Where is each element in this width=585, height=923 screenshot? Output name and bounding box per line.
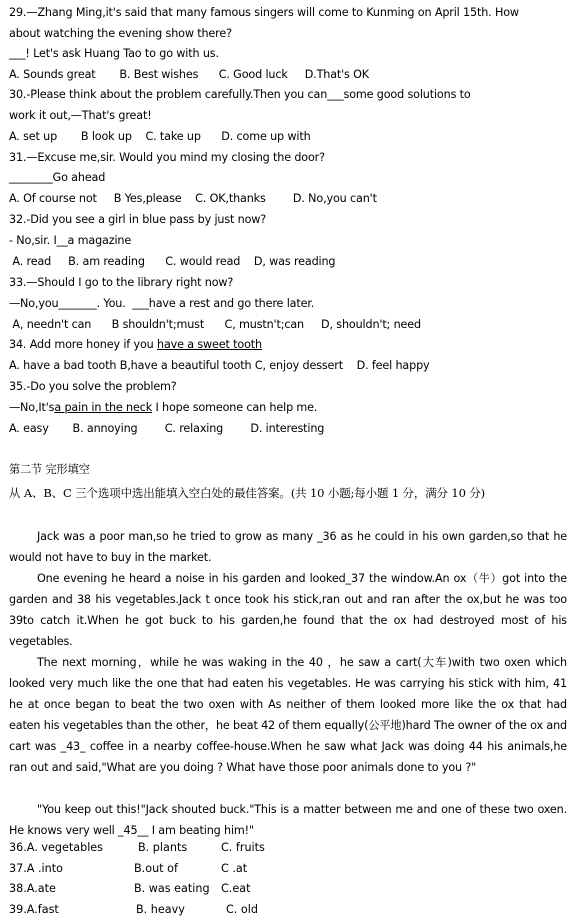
q35-answer-post: I hope someone can help me.: [152, 401, 318, 414]
q36-option-a: 36.A. vegetables: [9, 841, 104, 854]
q29-stem-cont: about watching the evening show there?: [9, 27, 232, 40]
q34-options: A. have a bad tooth B,have a beautiful tooth C, enjoy dessert D. feel happy: [9, 359, 430, 372]
q31-answer-line: ________Go ahead: [9, 171, 106, 184]
q37-option-c: C .at: [221, 862, 248, 875]
q37-option-b: B.out of: [134, 862, 178, 875]
q35-options: A. easy B. annoying C. relaxing D. interesting: [9, 422, 325, 435]
q35-answer-line: [9, 400, 317, 415]
q34-stem: [9, 337, 262, 352]
q36-option-b: B. plants: [138, 841, 188, 854]
q33-answer-line: —No,you_______. You. ___have a rest and go there later.: [9, 297, 315, 310]
q29-answer-line: ___! Let's ask Huang Tao to go with us.: [9, 47, 219, 60]
q31-stem: 31.—Excuse me,sir. Would you mind my closing the door?: [9, 151, 325, 164]
q37-option-a: 37.A .into: [9, 862, 63, 875]
q35-answer-pre: —No,It's: [9, 401, 55, 414]
q34-stem-text: 34. Add more honey if you: [9, 338, 157, 351]
q33-options: A, needn't can B shouldn't;must C, mustn't;can D, shouldn't; need: [9, 318, 421, 331]
q39-option-b: B. heavy: [136, 903, 185, 916]
q35-underlined-phrase: a pain in the neck: [54, 401, 153, 414]
q29-stem: 29.—Zhang Ming,it's said that many famous singers will come to Kunming on April 15th. How: [9, 6, 519, 19]
q30-options: A. set up B look up C. take up D. come up with: [9, 130, 311, 143]
q32-answer-line: - No,sir. I__a magazine: [9, 234, 132, 247]
passage-paragraph-2: One evening he heard a noise in his garden and looked_37 the window.An ox（牛）got into the garden and 38 his vegetables.Jack t once took his stick,ran out and ran after the ox,but he was too 39to catch it.When he got buck to his garden,he found that the ox had destroyed most of his vegetables.: [9, 572, 567, 648]
q30-stem: 30.-Please think about the problem carefully.Then you can___some good solutions to: [9, 88, 471, 101]
q34-underlined-phrase: have a sweet tooth: [157, 338, 262, 351]
passage-paragraph-1: Jack was a poor man,so he tried to grow as many _36 as he could in his own garden,so that he would not have to buy in the market.: [9, 530, 567, 564]
q31-options: A. Of course not B Yes,please C. OK,thanks D. No,you can't: [9, 192, 377, 205]
q35-stem: 35.-Do you solve the problem?: [9, 380, 177, 393]
q39-option-c: C. old: [226, 903, 258, 916]
q38-option-c: C.eat: [221, 882, 251, 895]
q29-options: A. Sounds great B. Best wishes C. Good luck D.That's OK: [9, 68, 369, 81]
q32-stem: 32.-Did you see a girl in blue pass by just now?: [9, 213, 267, 226]
section-instruction: 从 A、B、C 三个选项中选出能填入空白处的最佳答案。(共 10 小题;每小题 1 分，满分 10 分): [9, 486, 485, 500]
q30-stem-cont: work it out,—That's great!: [9, 109, 152, 122]
passage-paragraph-3: The next morning，while he was waking in the 40 ，he saw a cart(大车)with two oxen which looked very much like the one that had eaten his vegetables. He was carrying his stick with him, 41 he at once began to beat the two oxen with As neither of them looked more like the ox that had eaten his vegetables than the other，he beat 42 of them equally(公平地)hard The owner of the ox and cart was _43_ coffee in a nearby coffee-house.When he saw what Jack was doing 44 his animals,he ran out and said,"What are you doing ? What have those poor animals done to you ?": [9, 656, 567, 774]
section-title: 第二节 完形填空: [9, 463, 90, 476]
q39-option-a: 39.A.fast: [9, 903, 59, 916]
q36-option-c: C. fruits: [221, 841, 265, 854]
q38-option-b: B. was eating: [134, 882, 210, 895]
q38-option-a: 38.A.ate: [9, 882, 56, 895]
q33-stem: 33.—Should I go to the library right now?: [9, 276, 234, 289]
q32-options: A. read B. am reading C. would read D, was reading: [9, 255, 336, 268]
passage-paragraph-4: "You keep out this!"Jack shouted buck."This is a matter between me and one of these two oxen. He knows very well _45__ I am beating him!": [9, 803, 567, 837]
